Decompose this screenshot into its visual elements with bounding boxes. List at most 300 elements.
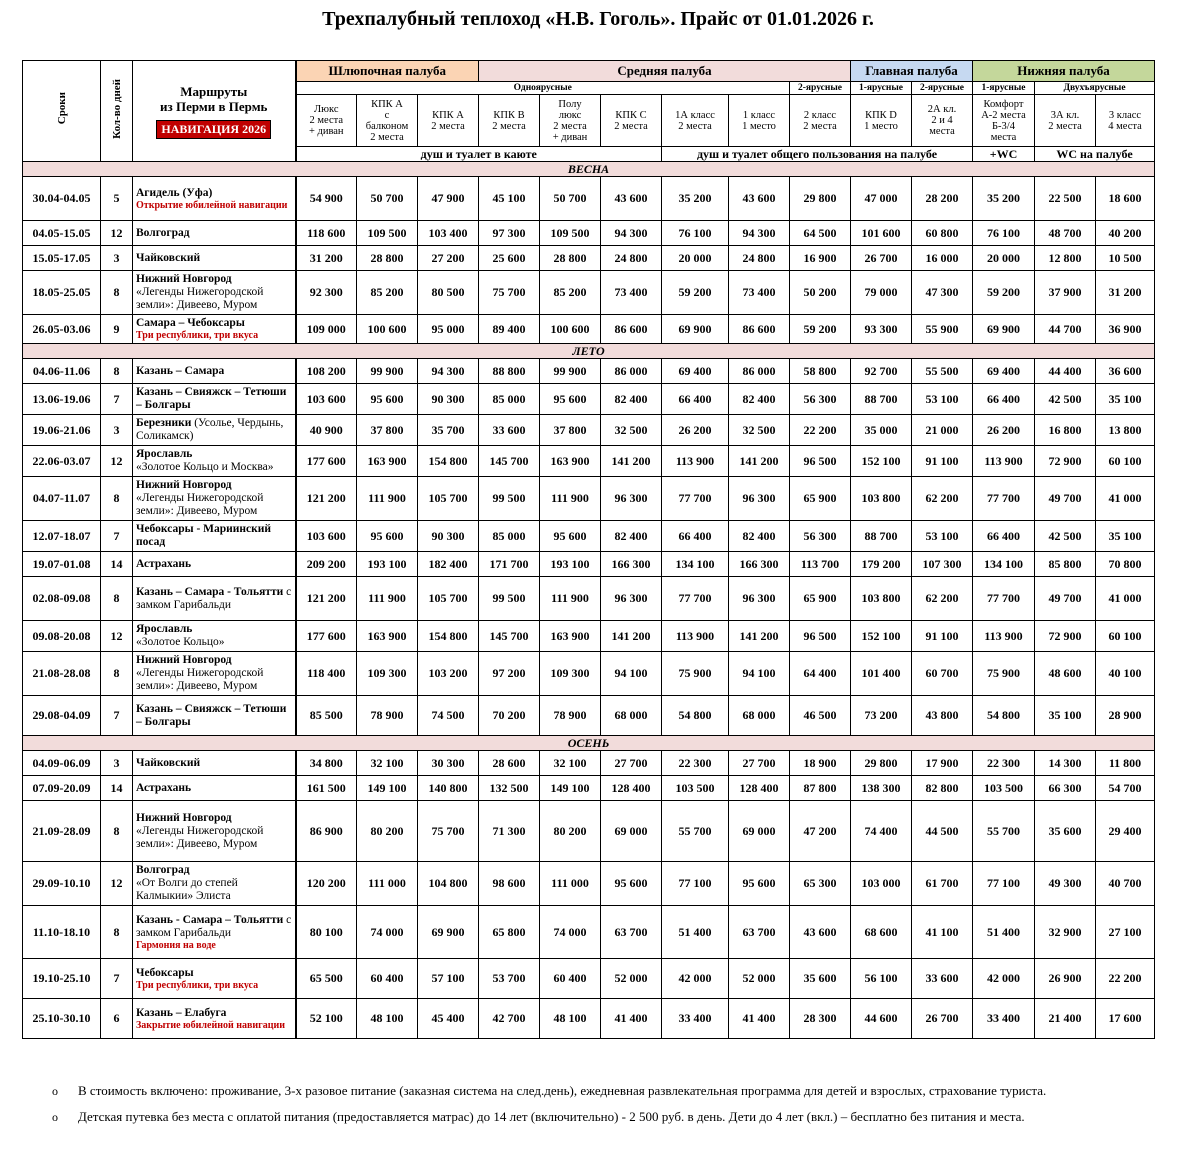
season-label: ОСЕНЬ (23, 736, 1155, 751)
price-cell: 33 600 (479, 415, 540, 446)
price-cell: 37 900 (1035, 271, 1096, 315)
days-cell: 8 (101, 359, 133, 384)
season-row (23, 344, 1155, 359)
dates-cell: 04.09-06.09 (23, 751, 101, 776)
price-cell: 93 300 (851, 315, 912, 344)
price-cell: 42 500 (1035, 521, 1096, 552)
price-cell: 54 900 (296, 177, 357, 221)
route-cell (133, 271, 296, 315)
price-cell: 96 500 (790, 446, 851, 477)
route-name: Агидель (Уфа) (136, 186, 213, 199)
days-cell: 3 (101, 751, 133, 776)
price-cell: 96 300 (729, 577, 790, 621)
cabin-class-line: 1 место (742, 120, 776, 132)
price-cell: 85 000 (479, 521, 540, 552)
routes-header (133, 61, 296, 162)
dates-cell: 07.09-20.09 (23, 776, 101, 801)
price-cell: 69 400 (973, 359, 1035, 384)
price-cell: 44 400 (1035, 359, 1096, 384)
dates-cell: 19.07-01.08 (23, 552, 101, 577)
route-cell (133, 577, 296, 621)
days-cell: 12 (101, 621, 133, 652)
price-cell: 154 800 (418, 446, 479, 477)
price-cell: 45 100 (479, 177, 540, 221)
price-cell: 40 200 (1096, 221, 1155, 246)
dates-header: Сроки (23, 61, 101, 162)
price-cell: 20 000 (973, 246, 1035, 271)
facilities-wc-deck: WC на палубе (1035, 147, 1155, 162)
price-cell: 103 800 (851, 477, 912, 521)
price-cell: 89 400 (479, 315, 540, 344)
price-cell: 154 800 (418, 621, 479, 652)
route-details: с замком Гарибальди (136, 585, 292, 611)
price-cell: 140 800 (418, 776, 479, 801)
price-cell: 86 900 (296, 801, 357, 862)
cabin-class-header (790, 95, 851, 147)
table-row (23, 415, 1155, 446)
table-row (23, 271, 1155, 315)
price-cell: 99 500 (479, 477, 540, 521)
cabin-class-line: КПК А (371, 98, 403, 110)
cabin-class-line: + диван (308, 126, 344, 137)
price-cell: 96 300 (729, 477, 790, 521)
days-cell: 14 (101, 776, 133, 801)
price-cell: 99 900 (357, 359, 418, 384)
price-cell: 113 700 (790, 552, 851, 577)
price-cell: 80 500 (418, 271, 479, 315)
price-cell: 68 000 (729, 696, 790, 736)
price-cell: 59 200 (662, 271, 729, 315)
price-cell: 94 100 (601, 652, 662, 696)
price-cell: 161 500 (296, 776, 357, 801)
price-cell: 27 200 (418, 246, 479, 271)
route-promo: Закрытие юбилейной навигации (136, 1019, 286, 1031)
price-cell: 163 900 (540, 446, 601, 477)
price-cell: 21 400 (1035, 999, 1096, 1039)
cabin-class-line: места (990, 131, 1017, 143)
two-tier-header: Двухъярусные (1035, 82, 1155, 95)
table-row (23, 959, 1155, 999)
price-cell: 163 900 (357, 446, 418, 477)
price-cell: 35 000 (851, 415, 912, 446)
price-cell: 145 700 (479, 621, 540, 652)
price-cell: 105 700 (418, 477, 479, 521)
dates-cell: 26.05-03.06 (23, 315, 101, 344)
dates-cell: 29.08-04.09 (23, 696, 101, 736)
price-cell: 35 600 (1035, 801, 1096, 862)
price-cell: 28 900 (1096, 696, 1155, 736)
price-cell: 50 700 (357, 177, 418, 221)
cabin-class-line: люкс (558, 109, 582, 121)
price-cell: 97 200 (479, 652, 540, 696)
price-cell: 88 700 (851, 384, 912, 415)
route-name: Казань – Свияжск – Тетюши – Болгары (136, 702, 287, 728)
price-cell: 76 100 (973, 221, 1035, 246)
price-cell: 75 700 (479, 271, 540, 315)
price-cell: 101 600 (851, 221, 912, 246)
price-cell: 90 300 (418, 384, 479, 415)
price-cell: 29 400 (1096, 801, 1155, 862)
cabin-class-header (662, 95, 729, 147)
price-cell: 16 000 (912, 246, 973, 271)
price-cell: 111 900 (357, 577, 418, 621)
days-cell: 7 (101, 959, 133, 999)
price-cell: 113 900 (973, 621, 1035, 652)
price-cell: 37 800 (540, 415, 601, 446)
price-cell: 35 100 (1096, 521, 1155, 552)
dates-cell: 11.10-18.10 (23, 906, 101, 959)
price-cell: 40 700 (1096, 862, 1155, 906)
price-cell: 103 600 (296, 521, 357, 552)
cabin-class-header (1035, 95, 1096, 147)
route-name: Казань – Самара (136, 364, 225, 377)
price-cell: 17 900 (912, 751, 973, 776)
price-cell: 35 200 (662, 177, 729, 221)
price-cell: 76 100 (662, 221, 729, 246)
price-cell: 166 300 (601, 552, 662, 577)
price-cell: 113 900 (662, 621, 729, 652)
price-cell: 35 100 (1096, 384, 1155, 415)
deck-lower-header: Нижняя палуба (973, 61, 1155, 82)
route-cell (133, 906, 296, 959)
price-cell: 77 100 (662, 862, 729, 906)
route-cell (133, 999, 296, 1039)
price-cell: 42 000 (973, 959, 1035, 999)
two-tier-header: 2-ярусные (912, 82, 973, 95)
route-name: Ярославль (136, 448, 193, 460)
price-cell: 28 300 (790, 999, 851, 1039)
cabin-class-line: 2 места (370, 131, 404, 143)
price-cell: 65 900 (790, 577, 851, 621)
price-cell: 43 800 (912, 696, 973, 736)
price-cell: 43 600 (790, 906, 851, 959)
price-cell: 16 800 (1035, 415, 1096, 446)
price-cell: 82 400 (729, 521, 790, 552)
price-cell: 21 000 (912, 415, 973, 446)
price-cell: 70 800 (1096, 552, 1155, 577)
cabin-class-line: + диван (552, 131, 588, 143)
route-cell (133, 246, 296, 271)
table-row (23, 776, 1155, 801)
cabin-class-line: с (384, 109, 390, 121)
days-cell: 12 (101, 862, 133, 906)
days-cell: 7 (101, 384, 133, 415)
price-cell: 85 500 (296, 696, 357, 736)
price-cell: 104 800 (418, 862, 479, 906)
price-cell: 120 200 (296, 862, 357, 906)
price-cell: 60 800 (912, 221, 973, 246)
price-cell: 79 000 (851, 271, 912, 315)
price-cell: 11 800 (1096, 751, 1155, 776)
price-cell: 64 500 (790, 221, 851, 246)
route-name: Казань - Самара – Тольятти (136, 913, 284, 926)
price-cell: 35 200 (973, 177, 1035, 221)
route-cell (133, 384, 296, 415)
days-cell: 7 (101, 521, 133, 552)
price-cell: 95 600 (540, 521, 601, 552)
price-cell: 97 300 (479, 221, 540, 246)
price-cell: 65 500 (296, 959, 357, 999)
price-cell: 46 500 (790, 696, 851, 736)
dates-cell: 19.10-25.10 (23, 959, 101, 999)
price-cell: 94 300 (729, 221, 790, 246)
price-cell: 26 200 (662, 415, 729, 446)
price-cell: 52 000 (729, 959, 790, 999)
price-cell: 111 900 (357, 477, 418, 521)
route-cell (133, 652, 296, 696)
cabin-class-line: 1 класс (742, 109, 776, 121)
price-cell: 18 900 (790, 751, 851, 776)
bullet-icon: o (52, 1110, 58, 1124)
price-cell: 63 700 (601, 906, 662, 959)
price-cell: 17 600 (1096, 999, 1155, 1039)
cabin-class-header (973, 95, 1035, 147)
route-name: Нижний Новгород (136, 654, 232, 666)
dates-cell: 19.06-21.06 (23, 415, 101, 446)
price-cell: 14 300 (1035, 751, 1096, 776)
dates-cell: 02.08-09.08 (23, 577, 101, 621)
price-cell: 28 200 (912, 177, 973, 221)
route-name: Казань – Самара - Тольятти (136, 585, 284, 598)
route-name: Ярославль (136, 623, 193, 635)
route-name: Чайковский (136, 251, 201, 264)
route-cell (133, 696, 296, 736)
price-cell: 177 600 (296, 446, 357, 477)
price-cell: 32 900 (1035, 906, 1096, 959)
price-cell: 32 100 (357, 751, 418, 776)
price-cell: 48 600 (1035, 652, 1096, 696)
route-details: «Золотое Кольцо и Москва» (136, 461, 274, 473)
price-cell: 24 800 (601, 246, 662, 271)
price-cell: 128 400 (729, 776, 790, 801)
price-cell: 51 400 (662, 906, 729, 959)
table-row (23, 446, 1155, 477)
price-cell: 73 400 (729, 271, 790, 315)
facilities-wc: +WC (973, 147, 1035, 162)
route-details: (Усолье, Чердынь, Соликамск) (136, 417, 284, 442)
price-cell: 20 000 (662, 246, 729, 271)
price-cell: 99 900 (540, 359, 601, 384)
route-cell (133, 862, 296, 906)
days-cell: 8 (101, 801, 133, 862)
table-row (23, 751, 1155, 776)
dates-cell: 04.07-11.07 (23, 477, 101, 521)
price-cell: 121 200 (296, 577, 357, 621)
route-cell (133, 446, 296, 477)
price-cell: 80 200 (540, 801, 601, 862)
price-cell: 49 700 (1035, 577, 1096, 621)
price-cell: 88 700 (851, 521, 912, 552)
dates-cell: 21.09-28.09 (23, 801, 101, 862)
price-cell: 40 900 (296, 415, 357, 446)
price-cell: 44 500 (912, 801, 973, 862)
price-cell: 85 800 (1035, 552, 1096, 577)
price-cell: 163 900 (540, 621, 601, 652)
price-cell: 16 900 (790, 246, 851, 271)
price-cell: 88 800 (479, 359, 540, 384)
price-cell: 91 100 (912, 621, 973, 652)
price-cell: 75 900 (973, 652, 1035, 696)
cabin-class-line: 1А класс (675, 109, 715, 121)
price-cell: 59 200 (973, 271, 1035, 315)
cabin-class-line: 1 место (864, 120, 898, 132)
cabin-class-header (1096, 95, 1155, 147)
route-cell (133, 621, 296, 652)
price-cell: 29 800 (851, 751, 912, 776)
price-cell: 145 700 (479, 446, 540, 477)
price-cell: 28 800 (357, 246, 418, 271)
price-cell: 37 800 (357, 415, 418, 446)
price-cell: 74 400 (851, 801, 912, 862)
price-cell: 34 800 (296, 751, 357, 776)
note-text: Детская путевка без места с оплатой питания (предоставляется матрас) до 14 лет (включительно) - 2 500 руб. в день. Дети до 4 лет (вкл.) – бесплатно без питания и места. (78, 1109, 1025, 1124)
cabin-class-line: 2 места (431, 120, 465, 132)
price-cell: 52 100 (296, 999, 357, 1039)
dates-cell: 25.10-30.10 (23, 999, 101, 1039)
route-name: Чебоксары - Мариинский посад (136, 523, 272, 548)
cabin-class-header (418, 95, 479, 147)
route-cell (133, 801, 296, 862)
price-table (22, 60, 1155, 1039)
price-cell: 61 700 (912, 862, 973, 906)
price-cell: 54 800 (662, 696, 729, 736)
single-tier-header: Одноярусные (296, 82, 790, 95)
price-cell: 121 200 (296, 477, 357, 521)
price-cell: 42 700 (479, 999, 540, 1039)
days-cell: 8 (101, 906, 133, 959)
price-cell: 54 800 (973, 696, 1035, 736)
route-cell (133, 415, 296, 446)
routes-label: Маршруты (180, 83, 248, 99)
price-cell: 85 000 (479, 384, 540, 415)
price-cell: 65 900 (790, 477, 851, 521)
routes-label-sub: из Перми в Пермь (160, 98, 268, 114)
price-cell: 75 900 (662, 652, 729, 696)
price-cell: 56 100 (851, 959, 912, 999)
cabin-class-line: места (929, 126, 955, 137)
price-cell: 66 400 (973, 384, 1035, 415)
price-cell: 60 100 (1096, 621, 1155, 652)
days-cell: 8 (101, 477, 133, 521)
price-cell: 75 700 (418, 801, 479, 862)
price-cell: 96 500 (790, 621, 851, 652)
price-cell: 113 900 (973, 446, 1035, 477)
cabin-class-line: КПК В (493, 109, 525, 121)
price-cell: 118 600 (296, 221, 357, 246)
cabin-class-line: 2 места (803, 120, 837, 132)
price-cell: 95 600 (729, 862, 790, 906)
price-cell: 71 300 (479, 801, 540, 862)
route-promo: Три республики, три вкуса (136, 979, 259, 991)
price-cell: 179 200 (851, 552, 912, 577)
price-cell: 62 200 (912, 577, 973, 621)
price-cell: 103 000 (851, 862, 912, 906)
price-cell: 44 700 (1035, 315, 1096, 344)
price-cell: 90 300 (418, 521, 479, 552)
route-name: Чебоксары (136, 966, 194, 979)
price-cell: 86 600 (729, 315, 790, 344)
season-row (23, 162, 1155, 177)
price-cell: 31 200 (1096, 271, 1155, 315)
route-cell (133, 959, 296, 999)
price-cell: 36 600 (1096, 359, 1155, 384)
cabin-class-line: балконом (365, 120, 409, 132)
price-cell: 27 700 (729, 751, 790, 776)
price-cell: 65 800 (479, 906, 540, 959)
dates-cell: 13.06-19.06 (23, 384, 101, 415)
days-header: Кол-во дней (101, 61, 133, 162)
price-cell: 69 900 (662, 315, 729, 344)
price-cell: 111 900 (540, 477, 601, 521)
price-cell: 13 800 (1096, 415, 1155, 446)
price-cell: 18 600 (1096, 177, 1155, 221)
season-row (23, 736, 1155, 751)
price-cell: 177 600 (296, 621, 357, 652)
price-cell: 109 500 (540, 221, 601, 246)
price-cell: 103 800 (851, 577, 912, 621)
price-cell: 33 400 (662, 999, 729, 1039)
table-row (23, 359, 1155, 384)
price-cell: 47 000 (851, 177, 912, 221)
cabin-class-line: КПК С (615, 109, 647, 121)
price-cell: 60 400 (357, 959, 418, 999)
price-cell: 69 000 (729, 801, 790, 862)
price-cell: 65 300 (790, 862, 851, 906)
price-cell: 47 200 (790, 801, 851, 862)
table-row (23, 221, 1155, 246)
price-cell: 32 100 (540, 751, 601, 776)
table-row (23, 906, 1155, 959)
price-cell: 80 200 (357, 801, 418, 862)
price-cell: 74 000 (357, 906, 418, 959)
price-cell: 47 300 (912, 271, 973, 315)
price-cell: 26 200 (973, 415, 1035, 446)
days-cell: 8 (101, 271, 133, 315)
price-cell: 41 000 (1096, 477, 1155, 521)
price-cell: 53 100 (912, 384, 973, 415)
price-cell: 107 300 (912, 552, 973, 577)
price-cell: 69 900 (418, 906, 479, 959)
table-row (23, 999, 1155, 1039)
price-cell: 68 600 (851, 906, 912, 959)
price-cell: 25 600 (479, 246, 540, 271)
price-cell: 24 800 (729, 246, 790, 271)
price-cell: 28 600 (479, 751, 540, 776)
price-cell: 53 100 (912, 521, 973, 552)
price-cell: 138 300 (851, 776, 912, 801)
cabin-class-line: 2 места (1048, 120, 1082, 132)
route-name: Нижний Новгород (136, 479, 232, 491)
price-cell: 30 300 (418, 751, 479, 776)
price-cell: 96 300 (601, 577, 662, 621)
price-cell: 43 600 (601, 177, 662, 221)
cabin-class-line: 2 места (309, 115, 343, 126)
price-cell: 171 700 (479, 552, 540, 577)
route-name: Нижний Новгород (136, 273, 232, 285)
price-cell: 10 500 (1096, 246, 1155, 271)
days-cell: 7 (101, 696, 133, 736)
price-cell: 103 500 (973, 776, 1035, 801)
facilities-cabin: душ и туалет в каюте (296, 147, 662, 162)
price-cell: 69 900 (973, 315, 1035, 344)
price-cell: 22 300 (973, 751, 1035, 776)
price-cell: 134 100 (662, 552, 729, 577)
price-cell: 113 900 (662, 446, 729, 477)
price-cell: 95 000 (418, 315, 479, 344)
price-cell: 91 100 (912, 446, 973, 477)
price-cell: 55 700 (973, 801, 1035, 862)
cabin-class-line: Люкс (314, 104, 339, 115)
